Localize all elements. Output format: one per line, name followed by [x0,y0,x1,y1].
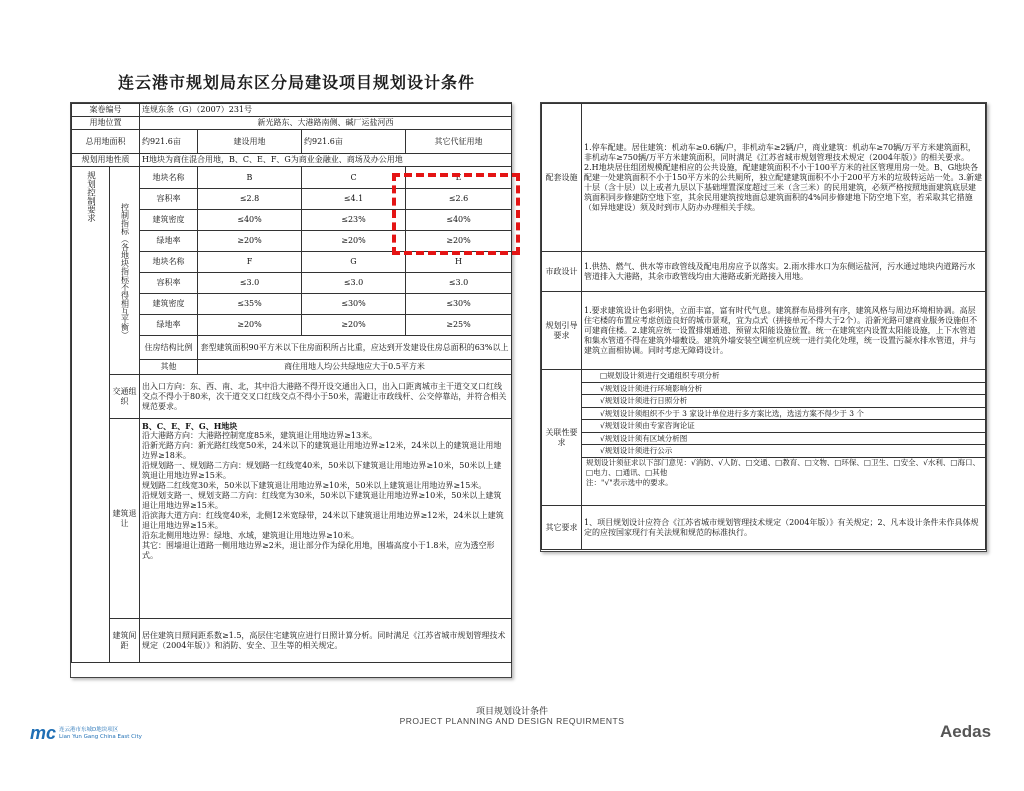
density-e: ≤40% [406,210,512,231]
density-f: ≤35% [198,294,302,315]
related-label: 关联性要求 [542,370,582,506]
other-value: 商住用地人均公共绿地应大于0.5平方米 [198,360,512,375]
setback-line: 规划路二红线宽30米，50米以下建筑退让用地边界≥10米，50米以上建筑退让用地边界≥15米。 [142,481,487,490]
client-logo-mark: mc [30,723,57,743]
setback-line: 沿新光路方向：新光路红线宽50米，24米以下的建筑退让用地边界≥12米，24米以上的建筑退让用地边界≥18米。 [142,441,502,460]
setback-label: 建筑退让 [110,419,140,619]
related-item: √规划设计须进行环境影响分析 [582,383,985,396]
facility-value: 1.停车配建。居住建筑：机动车≥0.6辆/户，非机动车≥2辆/户，商业建筑：机动车≥70辆/万平方米建筑面积，非机动车≥750辆/万平方米建筑面积，同时满足《江苏省城市规划管理技术规定（2004年版）》的相关要求。2.H地块居住组团规模配建相应的公共设施，配建建筑面积不小于100平方米的社区管理用房一处。B、G地块各配建一处建筑面积不小于150平方米的公共厕所，独立配建建筑面积不小于200平方米的垃圾转运站一处。3.新建十层（含十层）以上或者九层以下基础埋置深度超过三米（含三米）的民用建筑，必须严格按照地面建筑底层建筑面积同步修建防空地下室，其余民用建筑按地面总建筑面积的4%同步修建地下防空地下室，若采取其它措施（如异地建设）须及时到市人防办办理相关手续。 [582,104,986,252]
land-use-value: H地块为商住混合用地，B、C、E、F、G为商业金融业、商场及办公用地 [140,154,512,167]
total-area-label: 总用地面积 [72,130,140,154]
build-land-value: 约921.6亩 [302,130,406,154]
block-col-c: C [302,167,406,189]
block-col-b: B [198,167,302,189]
far-e: ≤2.6 [406,189,512,210]
far-c: ≤4.1 [302,189,406,210]
right-conditions-table [541,103,986,550]
setback-line: 沿大港路方向：大港路控制宽度85米，建筑退让用地边界≥13米。 [142,431,378,440]
guide-value: 1.要求建筑设计色彩明快，立面丰富，富有时代气息。建筑群布局排列有序，建筑风格与周边环境相协调。高层住宅楼的布置应考虑创造良好的城市景观，宜为点式（拼接单元不得大于2个）。沿新光路可建商业服务设施但不可建商住楼。2.建筑应统一设置排烟通道、预留太阳能设施位置。统一在建筑室内设置太阳能设施，上下水管道和集水管道不得在建筑外墙敷设。建筑外墙安装空调室机应统一进行美化处理，统一设置污凝水排水管道，并与建筑立面相协调。同时考虑无障碍设计。 [582,292,986,370]
setback-line: 沿滨海大道方向：红线宽40米，北侧12米宽绿带，24米以下建筑退让用地边界≥12米，24米以上建筑退让用地边界≥15米。 [142,511,504,530]
density-label-b: 建筑密度 [140,294,198,315]
block-col-f: F [198,252,302,273]
right-conditions-sheet [540,102,987,552]
setback-line: 其它：围墙退让道路一侧用地边界≥2米，退让部分作为绿化用地，围墙高度小于1.8米，应为透空形式。 [142,541,495,560]
block-col-h: H [406,252,512,273]
client-logo-text [59,727,142,741]
others-value: 1、项目规划设计应符合《江苏省城市规划管理技术规定（2004年版）》有关规定；2、凡本设计条件未作具体规定的应按国家现行有关法规和规范的标准执行。 [582,506,986,550]
location-label: 用地位置 [72,117,140,130]
setback-content [140,419,512,619]
far-f: ≤3.0 [198,273,302,294]
spacing-label: 建筑间距 [110,619,140,663]
client-logo [30,723,142,744]
far-label-a: 容积率 [140,189,198,210]
far-b: ≤2.8 [198,189,302,210]
block-name-label-b: 地块名称 [140,252,198,273]
control-index-side-label: 控制指标（各地块指标不得相互平衡） [120,202,130,339]
facility-label: 配套设施 [542,104,582,252]
green-label-a: 绿地率 [140,231,198,252]
setback-line: 沿东北侧用地边界：绿地、水域，建筑退让用地边界≥10米。 [142,531,359,540]
far-label-b: 容积率 [140,273,198,294]
green-b: ≥20% [198,231,302,252]
setback-line: B、C、E、F、G、H地块 [142,421,238,431]
block-col-e: E [406,167,512,189]
footer-title-cn: 项目规划设计条件 [475,707,548,717]
far-h: ≤3.0 [406,273,512,294]
related-content [582,370,986,506]
other-land-label: 其它代征用地 [406,130,512,154]
footer-title-en: PROJECT PLANNING AND DESIGN REQUIRMENTS [399,716,625,726]
related-item: √规划设计须组织不少于 3 家设计单位进行多方案比选，选送方案不得少于 3 个 [582,408,985,421]
spacing-value: 居住建筑日照间距系数≥1.5，高层住宅建筑应进行日照计算分析。同时满足《江苏省城市规划管理技术规定（2004年版）》和消防、安全、卫生等的相关规定。 [140,619,512,663]
case-number-value: 连规东条（G）（2007）231号 [140,104,512,117]
client-logo-line: Lian Yun Gang China East City [59,733,142,740]
traffic-label: 交通组织 [110,375,140,419]
green-e: ≥20% [406,231,512,252]
others-label: 其它要求 [542,506,582,550]
highlight-block-e [392,173,520,255]
density-h: ≤30% [406,294,512,315]
density-g: ≤30% [302,294,406,315]
density-label-a: 建筑密度 [140,210,198,231]
block-col-g: G [302,252,406,273]
related-item: √规划设计须由专家咨询论证 [582,420,985,433]
total-area-value: 约921.6亩 [140,130,198,154]
related-item: √规划设计须进行日照分析 [582,395,985,408]
density-c: ≤23% [302,210,406,231]
location-value: 新光路东、大港路南侧、碱厂运盐河西 [140,117,512,130]
housing-ratio-label: 住房结构比例 [140,336,198,360]
other-label: 其他 [140,360,198,375]
related-opinion: 规划设计须征求以下部门意见：√消防、√人防、□交通、□教育、□文物、□环保、□卫生、□安全、√水利、□海口、□电力、□通讯、□其他 [586,457,980,477]
utility-label: 市政设计 [542,252,582,292]
guide-label: 规划引导要求 [542,292,582,370]
traffic-value: 出入口方向：东、西、南、北，其中沿大港路不得开设交通出入口，出入口距离城市主干道交叉口红线交点不得小于80米，次干道交叉口红线交点不得小于50米，需避让市政线杆、公交停靠站，并符合相关规范要求。 [140,375,512,419]
green-h: ≥25% [406,315,512,336]
build-land-label: 建设用地 [198,130,302,154]
green-g: ≥20% [302,315,406,336]
related-item: √规划设计须有区域分析图 [582,433,985,446]
setback-line: 沿规划支路一、规划支路二方向：红线宽为30米，50米以下建筑退让用地边界≥10米，50米以上建筑退让用地边界≥15米。 [142,491,502,510]
page-title: 连云港市规划局东区分局建设项目规划设计条件 [118,73,476,92]
aedas-logo: Aedas [940,722,992,741]
related-note: 注："√"表示选中的要求。 [586,477,673,487]
green-f: ≥20% [198,315,302,336]
client-logo-line: 连云港市东城D地块项区 [59,726,119,733]
related-item: √规划设计须进行公示 [582,445,985,458]
setback-line: 沿规划路一、规划路二方向：规划路一红线宽40米，50米以下建筑退让用地边界≥10米，50米以上建筑退让用地边界≥15米。 [142,461,502,480]
utility-value: 1.供热、燃气、供水等市政管线及配电用房应予以落实。2.雨水排水口为东侧运盐河，污水通过地块内道路污水管道排入大港路，其余市政管线均由大港路或新光路接入用地。 [582,252,986,292]
related-item: □规划设计须进行交通组织专项分析 [582,370,985,383]
case-number-label: 案卷编号 [72,104,140,117]
plan-control-side-label: 规划控制要求 [85,171,96,222]
block-name-label-a: 地块名称 [140,167,198,189]
green-label-b: 绿地率 [140,315,198,336]
density-b: ≤40% [198,210,302,231]
green-c: ≥20% [302,231,406,252]
housing-ratio-value: 套型建筑面积90平方米以下住房面积所占比重，应达到开发建设住房总面积的63%以上 [198,336,512,360]
far-g: ≤3.0 [302,273,406,294]
land-use-label: 规划用地性质 [72,154,140,167]
